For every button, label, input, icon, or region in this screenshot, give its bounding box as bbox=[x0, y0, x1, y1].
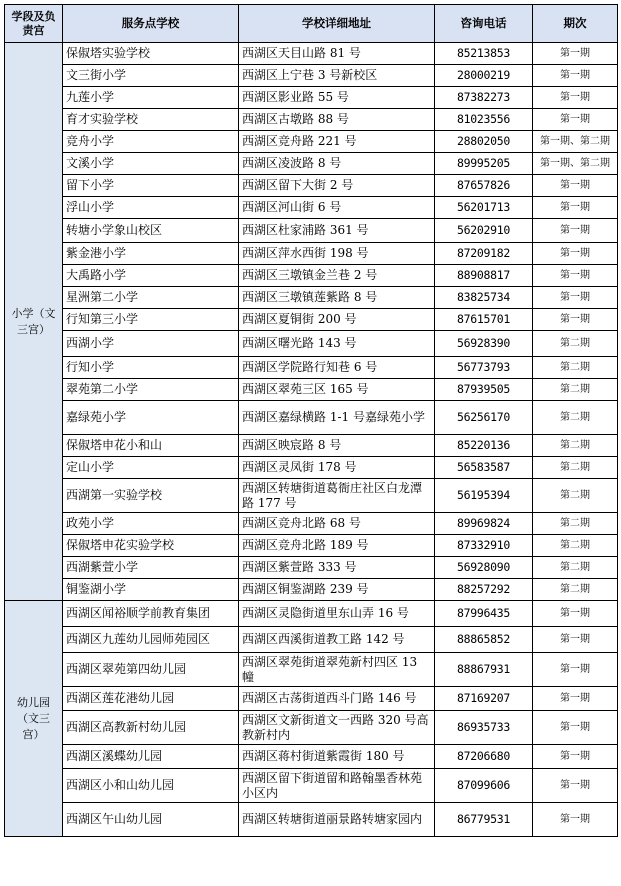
table-row bbox=[5, 601, 618, 627]
phone-cell: 88908817 bbox=[435, 265, 533, 287]
address-cell: 西湖区翠苑街道翠苑新村四区 13 幢 bbox=[239, 653, 435, 687]
period-cell: 第二期 bbox=[533, 331, 618, 357]
address-cell: 西湖区西溪街道教工路 142 号 bbox=[239, 627, 435, 653]
period-cell: 第一期 bbox=[533, 219, 618, 243]
address-cell: 西湖区学院路行知巷 6 号 bbox=[239, 357, 435, 379]
table-row bbox=[5, 309, 618, 331]
school-name-cell: 西湖区午山幼儿园 bbox=[63, 803, 239, 837]
period-cell: 第一期、第二期 bbox=[533, 131, 618, 153]
table-row bbox=[5, 175, 618, 197]
phone-cell: 56773793 bbox=[435, 357, 533, 379]
table-row bbox=[5, 535, 618, 557]
address-cell: 西湖区竞舟路 221 号 bbox=[239, 131, 435, 153]
phone-cell: 56928090 bbox=[435, 557, 533, 579]
table-row bbox=[5, 287, 618, 309]
school-name-cell: 保俶塔申花小和山 bbox=[63, 435, 239, 457]
period-cell: 第二期 bbox=[533, 479, 618, 513]
table-row bbox=[5, 557, 618, 579]
phone-cell: 28000219 bbox=[435, 65, 533, 87]
phone-cell: 89995205 bbox=[435, 153, 533, 175]
phone-cell: 85213853 bbox=[435, 43, 533, 65]
phone-cell: 86779531 bbox=[435, 803, 533, 837]
table-row bbox=[5, 131, 618, 153]
school-name-cell: 星洲第二小学 bbox=[63, 287, 239, 309]
period-cell: 第一期 bbox=[533, 175, 618, 197]
school-name-cell: 西湖紫萱小学 bbox=[63, 557, 239, 579]
phone-cell: 56195394 bbox=[435, 479, 533, 513]
table-body bbox=[5, 43, 618, 837]
school-name-cell: 西湖第一实验学校 bbox=[63, 479, 239, 513]
table-row bbox=[5, 769, 618, 803]
address-cell: 西湖区灵凤街 178 号 bbox=[239, 457, 435, 479]
phone-cell: 87615701 bbox=[435, 309, 533, 331]
period-cell: 第一期、第二期 bbox=[533, 153, 618, 175]
address-cell: 西湖区夏铜街 200 号 bbox=[239, 309, 435, 331]
school-name-cell: 行知第三小学 bbox=[63, 309, 239, 331]
school-name-cell: 西湖区高教新村幼儿园 bbox=[63, 711, 239, 745]
period-cell: 第一期 bbox=[533, 265, 618, 287]
table-row bbox=[5, 265, 618, 287]
header-phone: 咨询电话 bbox=[435, 5, 533, 43]
school-service-table-sheet bbox=[4, 4, 617, 837]
school-name-cell: 西湖区九莲幼儿园师苑园区 bbox=[63, 627, 239, 653]
school-name-cell: 留下小学 bbox=[63, 175, 239, 197]
school-name-cell: 西湖区溪蝶幼儿园 bbox=[63, 745, 239, 769]
school-name-cell: 育才实验学校 bbox=[63, 109, 239, 131]
school-name-cell: 保俶塔实验学校 bbox=[63, 43, 239, 65]
school-name-cell: 保俶塔申花实验学校 bbox=[63, 535, 239, 557]
school-name-cell: 政苑小学 bbox=[63, 513, 239, 535]
school-name-cell: 竞舟小学 bbox=[63, 131, 239, 153]
address-cell: 西湖区凌波路 8 号 bbox=[239, 153, 435, 175]
phone-cell: 56202910 bbox=[435, 219, 533, 243]
phone-cell: 88865852 bbox=[435, 627, 533, 653]
school-name-cell: 转塘小学象山校区 bbox=[63, 219, 239, 243]
phone-cell: 87939505 bbox=[435, 379, 533, 401]
phone-cell: 56201713 bbox=[435, 197, 533, 219]
table-row bbox=[5, 197, 618, 219]
address-cell: 西湖区曙光路 143 号 bbox=[239, 331, 435, 357]
address-cell: 西湖区紫萱路 333 号 bbox=[239, 557, 435, 579]
phone-cell: 83825734 bbox=[435, 287, 533, 309]
address-cell: 西湖区萍水西街 198 号 bbox=[239, 243, 435, 265]
table-row bbox=[5, 379, 618, 401]
table-row bbox=[5, 687, 618, 711]
school-name-cell: 翠苑第二小学 bbox=[63, 379, 239, 401]
address-cell: 西湖区翠苑三区 165 号 bbox=[239, 379, 435, 401]
address-cell: 西湖区蒋村街道紫霞街 180 号 bbox=[239, 745, 435, 769]
table-row bbox=[5, 243, 618, 265]
phone-cell: 87099606 bbox=[435, 769, 533, 803]
period-cell: 第二期 bbox=[533, 457, 618, 479]
header-school: 服务点学校 bbox=[63, 5, 239, 43]
table-row bbox=[5, 479, 618, 513]
address-cell: 西湖区嘉绿横路 1-1 号嘉绿苑小学 bbox=[239, 401, 435, 435]
phone-cell: 56256170 bbox=[435, 401, 533, 435]
table-row bbox=[5, 87, 618, 109]
period-cell: 第二期 bbox=[533, 579, 618, 601]
table-row bbox=[5, 653, 618, 687]
table-row bbox=[5, 627, 618, 653]
table-row bbox=[5, 457, 618, 479]
table-row bbox=[5, 219, 618, 243]
address-cell: 西湖区文新街道文一西路 320 号高教新村内 bbox=[239, 711, 435, 745]
period-cell: 第二期 bbox=[533, 357, 618, 379]
address-cell: 西湖区留下大街 2 号 bbox=[239, 175, 435, 197]
table-row bbox=[5, 109, 618, 131]
address-cell: 西湖区三墩镇金兰巷 2 号 bbox=[239, 265, 435, 287]
school-name-cell: 西湖区莲花港幼儿园 bbox=[63, 687, 239, 711]
period-cell: 第一期 bbox=[533, 653, 618, 687]
header-period: 期次 bbox=[533, 5, 618, 43]
period-cell: 第一期 bbox=[533, 711, 618, 745]
table-row bbox=[5, 435, 618, 457]
phone-cell: 87996435 bbox=[435, 601, 533, 627]
address-cell: 西湖区留下街道留和路翰墨香林苑小区内 bbox=[239, 769, 435, 803]
phone-cell: 86935733 bbox=[435, 711, 533, 745]
period-cell: 第二期 bbox=[533, 513, 618, 535]
table-row bbox=[5, 803, 618, 837]
address-cell: 西湖区三墩镇莲紫路 8 号 bbox=[239, 287, 435, 309]
period-cell: 第一期 bbox=[533, 803, 618, 837]
phone-cell: 87657826 bbox=[435, 175, 533, 197]
school-name-cell: 西湖区小和山幼儿园 bbox=[63, 769, 239, 803]
school-name-cell: 西湖区翠苑第四幼儿园 bbox=[63, 653, 239, 687]
period-cell: 第一期 bbox=[533, 627, 618, 653]
period-cell: 第一期 bbox=[533, 309, 618, 331]
table-row bbox=[5, 579, 618, 601]
address-cell: 西湖区竞舟北路 68 号 bbox=[239, 513, 435, 535]
phone-cell: 28802050 bbox=[435, 131, 533, 153]
phone-cell: 87169207 bbox=[435, 687, 533, 711]
period-cell: 第一期 bbox=[533, 687, 618, 711]
address-cell: 西湖区天目山路 81 号 bbox=[239, 43, 435, 65]
address-cell: 西湖区影业路 55 号 bbox=[239, 87, 435, 109]
period-cell: 第二期 bbox=[533, 535, 618, 557]
phone-cell: 87206680 bbox=[435, 745, 533, 769]
school-name-cell: 嘉绿苑小学 bbox=[63, 401, 239, 435]
school-name-cell: 文溪小学 bbox=[63, 153, 239, 175]
table-row bbox=[5, 331, 618, 357]
period-cell: 第一期 bbox=[533, 243, 618, 265]
school-name-cell: 行知小学 bbox=[63, 357, 239, 379]
phone-cell: 88257292 bbox=[435, 579, 533, 601]
address-cell: 西湖区竞舟北路 189 号 bbox=[239, 535, 435, 557]
school-name-cell: 定山小学 bbox=[63, 457, 239, 479]
period-cell: 第一期 bbox=[533, 745, 618, 769]
address-cell: 西湖区河山街 6 号 bbox=[239, 197, 435, 219]
phone-cell: 87209182 bbox=[435, 243, 533, 265]
table-row bbox=[5, 711, 618, 745]
school-name-cell: 大禹路小学 bbox=[63, 265, 239, 287]
phone-cell: 88867931 bbox=[435, 653, 533, 687]
school-name-cell: 浮山小学 bbox=[63, 197, 239, 219]
address-cell: 西湖区转塘街道丽景路转塘家园内 bbox=[239, 803, 435, 837]
school-name-cell: 紫金港小学 bbox=[63, 243, 239, 265]
phone-cell: 89969824 bbox=[435, 513, 533, 535]
phone-cell: 87332910 bbox=[435, 535, 533, 557]
period-cell: 第一期 bbox=[533, 197, 618, 219]
address-cell: 西湖区铜鉴湖路 239 号 bbox=[239, 579, 435, 601]
address-cell: 西湖区映宸路 8 号 bbox=[239, 435, 435, 457]
period-cell: 第二期 bbox=[533, 401, 618, 435]
period-cell: 第一期 bbox=[533, 65, 618, 87]
table-row bbox=[5, 65, 618, 87]
table-row bbox=[5, 513, 618, 535]
table-row bbox=[5, 357, 618, 379]
address-cell: 西湖区灵隐街道里东山弄 16 号 bbox=[239, 601, 435, 627]
school-service-table bbox=[4, 4, 618, 837]
period-cell: 第一期 bbox=[533, 109, 618, 131]
school-name-cell: 文三街小学 bbox=[63, 65, 239, 87]
school-name-cell: 九莲小学 bbox=[63, 87, 239, 109]
phone-cell: 56928390 bbox=[435, 331, 533, 357]
period-cell: 第二期 bbox=[533, 379, 618, 401]
address-cell: 西湖区杜家浦路 361 号 bbox=[239, 219, 435, 243]
table-row bbox=[5, 153, 618, 175]
school-name-cell: 西湖区闻裕顺学前教育集团 bbox=[63, 601, 239, 627]
period-cell: 第一期 bbox=[533, 287, 618, 309]
stage-cell: 小学（文三宫） bbox=[5, 43, 63, 601]
table-row bbox=[5, 43, 618, 65]
phone-cell: 87382273 bbox=[435, 87, 533, 109]
address-cell: 西湖区古墩路 88 号 bbox=[239, 109, 435, 131]
period-cell: 第一期 bbox=[533, 87, 618, 109]
header-stage: 学段及负责宫 bbox=[5, 5, 63, 43]
phone-cell: 85220136 bbox=[435, 435, 533, 457]
stage-cell: 幼儿园（文三宫） bbox=[5, 601, 63, 837]
header-row bbox=[5, 5, 618, 43]
school-name-cell: 西湖小学 bbox=[63, 331, 239, 357]
address-cell: 西湖区上宁巷 3 号新校区 bbox=[239, 65, 435, 87]
period-cell: 第二期 bbox=[533, 435, 618, 457]
period-cell: 第一期 bbox=[533, 769, 618, 803]
address-cell: 西湖区古荡街道西斗门路 146 号 bbox=[239, 687, 435, 711]
table-row bbox=[5, 745, 618, 769]
header-address: 学校详细地址 bbox=[239, 5, 435, 43]
phone-cell: 56583587 bbox=[435, 457, 533, 479]
phone-cell: 81023556 bbox=[435, 109, 533, 131]
period-cell: 第一期 bbox=[533, 601, 618, 627]
address-cell: 西湖区转塘街道葛衙庄社区白龙潭路 177 号 bbox=[239, 479, 435, 513]
school-name-cell: 铜鉴湖小学 bbox=[63, 579, 239, 601]
table-row bbox=[5, 401, 618, 435]
period-cell: 第一期 bbox=[533, 43, 618, 65]
period-cell: 第二期 bbox=[533, 557, 618, 579]
